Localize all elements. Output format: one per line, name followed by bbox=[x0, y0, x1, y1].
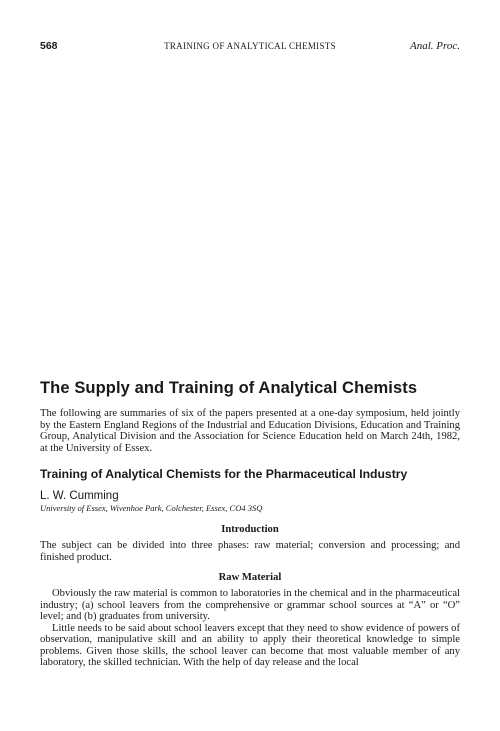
article-title: Training of Analytical Chemists for the Pharmaceutical Industry bbox=[40, 467, 408, 481]
journal-name: Anal. Proc. bbox=[410, 40, 460, 52]
author-affiliation: University of Essex, Wivenhoe Park, Colchester, Essex, CO4 3SQ bbox=[40, 503, 263, 513]
author-name: L. W. Cumming bbox=[40, 490, 119, 502]
symposium-intro: The following are summaries of six of the papers presented at a one-day symposium, held jointly by the Eastern England Regions of the Industrial and Education Divisions, Education and Training Group, Analytical Division and the Association for Science Education held on March 24th, 1982, at the University of Essex. bbox=[40, 408, 460, 454]
running-title: TRAINING OF ANALYTICAL CHEMISTS bbox=[164, 41, 336, 51]
section-heading-raw-material: Raw Material bbox=[218, 572, 282, 583]
introduction-paragraph: The subject can be divided into three phases: raw material; conversion and processing; and finished product. bbox=[40, 540, 460, 563]
article-body bbox=[40, 378, 460, 669]
page-number: 568 bbox=[40, 40, 58, 52]
section-heading-introduction: Introduction bbox=[221, 524, 279, 535]
symposium-title: The Supply and Training of Analytical Chemists bbox=[40, 379, 418, 397]
raw-material-paragraph-2: Little needs to be said about school leavers except that they need to show evidence of powers of observation, manipulative skill and an ability to apply their theoretical knowledge to simple problems. Given those skills, the school leaver can become that most valuable member of any laboratory, the skilled technician. With the help of day release and the local bbox=[40, 622, 460, 668]
running-head bbox=[40, 39, 460, 53]
raw-material-paragraph-1: Obviously the raw material is common to laboratories in the chemical and in the pharmaceutical industry; (a) school leavers from the comprehensive or grammar school sources at “A” or “O” level; and (b) graduates from university. bbox=[40, 588, 460, 622]
